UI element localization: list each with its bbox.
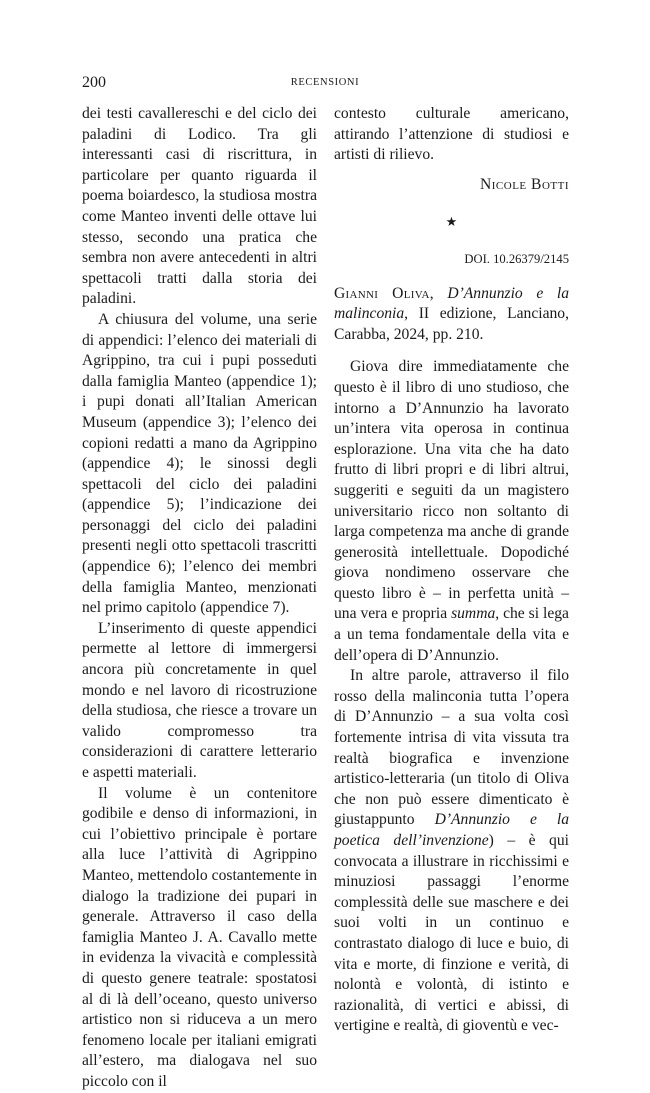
- paragraph: contesto culturale americano, attirando l’attenzione di studiosi e artisti di rilievo.: [334, 105, 569, 164]
- review-signature: Nicole Botti: [480, 175, 569, 193]
- paragraph-text: In altre parole, attraverso il filo rosso della malinconia tutta l’opera di D’Annunzio – a sua volta così fortemente intrisa di vita vissuta tra realtà biografica e invenzione artistico-letteraria (un titolo di Oliva che non può essere dimenticato è giustappunto: [334, 667, 569, 829]
- star-icon: ★: [445, 214, 458, 230]
- emphasis-text: summa: [451, 605, 496, 623]
- paragraph-text: Giova dire immediatamente che questo è il libro di uno studioso, che intorno a D’Annunzio ha lavorato un’intera vita operosa in continua esplorazione. Una vita che ha dato frutto di libri propri e di libri altrui, suggeriti e seguiti da un magistero universitario ricco non soltanto di larga competenza ma anche di grande generosità intellettuale. Dopodiché giova nondimeno osservare che questo libro è – in perfetta unità – una vera e propria: [334, 358, 569, 623]
- paragraph: dei testi cavallereschi e del ciclo dei paladini di Lodico. Tra gli interessanti casi di riscrittura, in particolare per quanto riguarda il poema boiardesco, la studiosa mostra come Manteo inventi delle ottave lui stesso, secondo una pratica che sembra non avere antecedenti in altri spettacoli tratti dalla storia dei paladini.: [82, 105, 317, 308]
- paragraph: L’inserimento di queste appendici permette al lettore di immergersi ancora più concretamente in quel mondo e nel lavoro di ricostruzione della studiosa, che riesce a trovare un valido compromesso tra considerazioni di carattere letterario e aspetti materiali.: [82, 619, 317, 781]
- doi-label: DOI. 10.26379/2145: [464, 251, 569, 266]
- paragraph: A chiusura del volume, una serie di appendici: l’elenco dei materiali di Agrippino, tra cui i pupi posseduti dalla famiglia Manteo (appendice 1); i pupi donati all’Italian American Museum (appendice 3); l’elenco dei copioni redatti a mano da Agrippino (appendice 4); le sinossi degli spettacoli del ciclo dei paladini (appendice 5); l’indicazione dei personaggi del ciclo dei paladini presenti negli otto spettacoli trascritti (appendice 6); l’elenco dei membri della famiglia Manteo, menzionati nel primo capitolo (appendice 7).: [82, 310, 317, 617]
- page-number: 200: [82, 74, 106, 91]
- paragraph-text: ) – è qui convocata a illustrare in ricchissimi e minuziosi passaggi l’enorme complessità delle sue maschere e dei suoi volti in un continuo e contrastato dialogo di luce e buio, di vita e morte, di finzione e verità, di nolontà e volontà, di istinto e razionalità, di vertici e abissi, di vertigine e realtà, di gioventù e vec-: [334, 832, 569, 1035]
- book-title: D’Annunzio e la malinconia: [334, 284, 570, 323]
- page-header: [82, 74, 568, 94]
- book-author: Gianni Oliva: [334, 284, 430, 302]
- right-column: [334, 104, 569, 1037]
- bibliographic-entry: [334, 284, 569, 346]
- paragraph: [334, 357, 569, 666]
- emphasis-text: D’Annunzio e la poetica dell’invenzione: [334, 811, 569, 849]
- left-column: [82, 104, 317, 1093]
- paragraph: [334, 666, 569, 1037]
- book-details: , II edizione, Lanciano, Carabba, 2024, pp. 210.: [334, 305, 569, 343]
- paragraph-text: , che si lega a un tema fondamentale della vita e dell’opera di D’Annunzio.: [334, 605, 569, 664]
- paragraph: Il volume è un contenitore godibile e denso di informazioni, in cui l’obiettivo principale è portare alla luce l’attività di Agrippino Manteo, mettendolo costantemente in dialogo la tradizione dei pupari in generale. Attraverso il caso della famiglia Manteo J. A. Cavallo mette in evidenza la vivacità e complessità di questo genere teatrale: spostatosi al di là dell’oceano, questo universo artistico non si riduceva a un mero fenomeno locale per italiani emigrati all’estero, ma dialogava nel suo piccolo con il: [82, 784, 317, 1090]
- running-head: RECENSIONI: [290, 77, 360, 88]
- separator: ,: [429, 284, 448, 302]
